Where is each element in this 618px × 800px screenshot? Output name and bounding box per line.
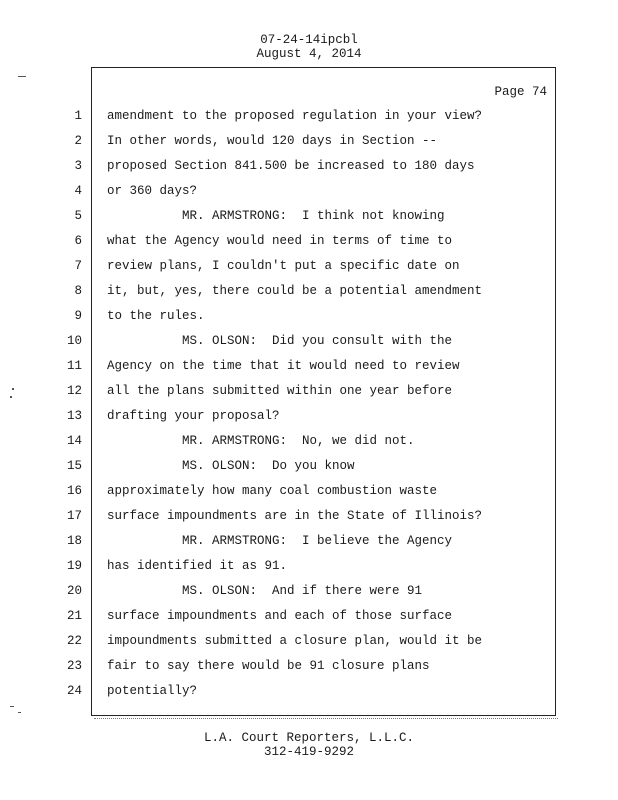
line-number: 6 xyxy=(74,234,82,248)
transcript-line-text: what the Agency would need in terms of time to xyxy=(107,234,453,248)
transcript-line-text: MR. ARMSTRONG: No, we did not. xyxy=(107,434,415,448)
line-number: 19 xyxy=(66,559,82,573)
transcript-line-text: has identified it as 91. xyxy=(107,559,288,573)
line-number: 9 xyxy=(74,309,82,323)
court-reporter-phone: 312-419-9292 xyxy=(263,745,354,759)
line-number: 17 xyxy=(66,509,82,523)
line-number: 16 xyxy=(66,484,82,498)
line-number: 23 xyxy=(66,659,82,673)
transcript-file-id: 07-24-14ipcbl xyxy=(260,33,358,47)
court-reporter-name: L.A. Court Reporters, L.L.C. xyxy=(203,731,415,745)
transcript-line-text: proposed Section 841.500 be increased to 180 days xyxy=(107,159,475,173)
line-number: 20 xyxy=(66,584,82,598)
line-number: 1 xyxy=(74,109,82,123)
transcript-line-text: MR. ARMSTRONG: I think not knowing xyxy=(107,209,445,223)
line-number: 4 xyxy=(74,184,82,198)
line-number: 21 xyxy=(66,609,82,623)
line-number: 7 xyxy=(74,259,82,273)
transcript-line-text: surface impoundments and each of those surface xyxy=(107,609,453,623)
transcript-line-text: In other words, would 120 days in Section -- xyxy=(107,134,438,148)
line-number: 22 xyxy=(66,634,82,648)
transcript-line-text: drafting your proposal? xyxy=(107,409,280,423)
transcript-line-text: MS. OLSON: Did you consult with the xyxy=(107,334,453,348)
line-number: 8 xyxy=(74,284,82,298)
line-number: 12 xyxy=(66,384,82,398)
scan-speck xyxy=(10,396,12,398)
line-number: 2 xyxy=(74,134,82,148)
line-number: 15 xyxy=(66,459,82,473)
transcript-line-text: to the rules. xyxy=(107,309,205,323)
transcript-line-text: impoundments submitted a closure plan, would it be xyxy=(107,634,483,648)
transcript-date: August 4, 2014 xyxy=(256,47,362,61)
frame-shadow-line xyxy=(94,716,558,719)
line-number: 18 xyxy=(66,534,82,548)
line-number: 10 xyxy=(66,334,82,348)
transcript-line-text: Agency on the time that it would need to review xyxy=(107,359,460,373)
line-number: 13 xyxy=(66,409,82,423)
scan-speck xyxy=(18,712,21,713)
transcript-line-text: MS. OLSON: And if there were 91 xyxy=(107,584,423,598)
scan-speck xyxy=(10,706,14,707)
transcript-line-text: amendment to the proposed regulation in your view? xyxy=(107,109,483,123)
transcript-line-text: surface impoundments are in the State of Illinois? xyxy=(107,509,483,523)
scan-speck xyxy=(18,76,26,77)
line-number: 3 xyxy=(74,159,82,173)
line-number: 14 xyxy=(66,434,82,448)
transcript-line-text: or 360 days? xyxy=(107,184,198,198)
transcript-line-text: review plans, I couldn't put a specific date on xyxy=(107,259,460,273)
transcript-line-text: approximately how many coal combustion waste xyxy=(107,484,438,498)
line-number: 24 xyxy=(66,684,82,698)
transcript-line-text: MS. OLSON: Do you know xyxy=(107,459,355,473)
transcript-line-text: fair to say there would be 91 closure plans xyxy=(107,659,430,673)
page-number: Page 74 xyxy=(494,85,547,99)
line-number: 11 xyxy=(66,359,82,373)
transcript-line-text: all the plans submitted within one year before xyxy=(107,384,453,398)
line-number: 5 xyxy=(74,209,82,223)
transcript-line-text: MR. ARMSTRONG: I believe the Agency xyxy=(107,534,453,548)
transcript-line-text: it, but, yes, there could be a potential amendment xyxy=(107,284,483,298)
transcript-line-text: potentially? xyxy=(107,684,198,698)
scan-speck xyxy=(12,388,14,390)
